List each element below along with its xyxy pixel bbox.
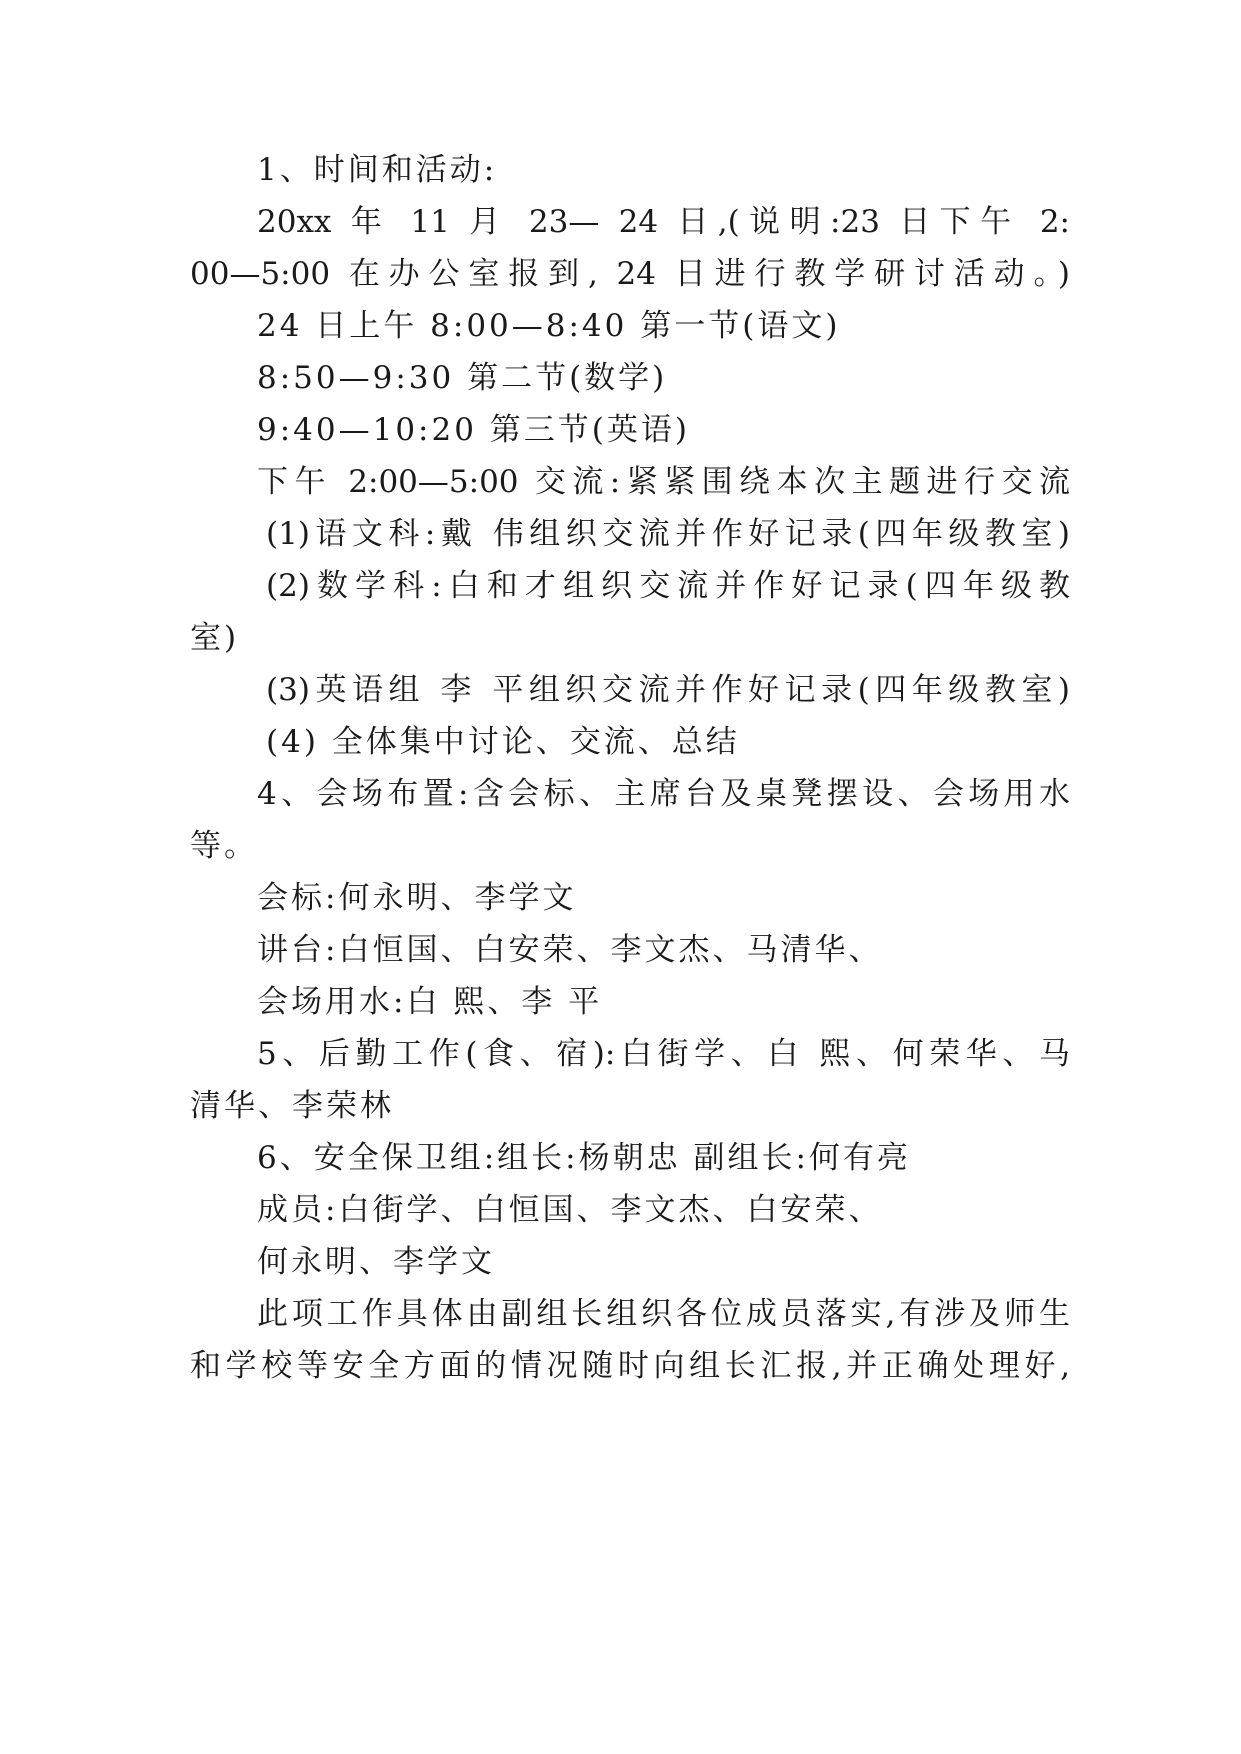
text-line: 清华、李荣林 [190, 1088, 394, 1124]
text-line: 讲台:白恒国、白安荣、李文杰、马清华、 [257, 932, 883, 968]
text-line: 9:40—10:20 第三节(英语) [257, 412, 690, 448]
text-line: 此项工作具体由副组长组织各位成员落实,有涉及师生 [257, 1296, 1070, 1332]
text-line: 20xx 年 11 月 23— 24 日,(说明:23 日下午 2: [257, 204, 1070, 240]
text-line: 4、会场布置:含会标、主席台及桌凳摆设、会场用水 [257, 776, 1070, 812]
text-line: 何永明、李学文 [257, 1244, 495, 1280]
text-line: 1、时间和活动: [257, 152, 498, 188]
text-line: (3)英语组 李 平组织交流并作好记录(四年级教室) [266, 672, 1070, 708]
text-line: 6、安全保卫组:组长:杨朝忠 副组长:何有亮 [257, 1140, 911, 1176]
text-line: 会标:何永明、李学文 [257, 880, 577, 916]
text-line: 8:50—9:30 第二节(数学) [257, 360, 668, 396]
text-line: (4) 全体集中讨论、交流、总结 [266, 724, 740, 760]
text-line: 等。 [190, 828, 258, 864]
text-line: (1)语文科:戴 伟组织交流并作好记录(四年级教室) [266, 516, 1070, 552]
text-line: (2)数学科:白和才组织交流并作好记录(四年级教 [266, 568, 1070, 604]
text-line: 室) [190, 620, 240, 656]
text-line: 成员:白街学、白恒国、李文杰、白安荣、 [257, 1192, 883, 1228]
text-line: 和学校等安全方面的情况随时向组长汇报,并正确处理好, [190, 1348, 1070, 1384]
text-line: 5、后勤工作(食、宿):白街学、白 熙、何荣华、马 [257, 1036, 1070, 1072]
text-line: 下午 2:00—5:00 交流:紧紧围绕本次主题进行交流 [257, 464, 1070, 500]
text-line: 00—5:00 在办公室报到, 24 日进行教学研讨活动。) [190, 256, 1070, 292]
text-line: 24 日上午 8:00—8:40 第一节(语文) [257, 308, 841, 344]
text-line: 会场用水:白 熙、李 平 [257, 984, 603, 1020]
